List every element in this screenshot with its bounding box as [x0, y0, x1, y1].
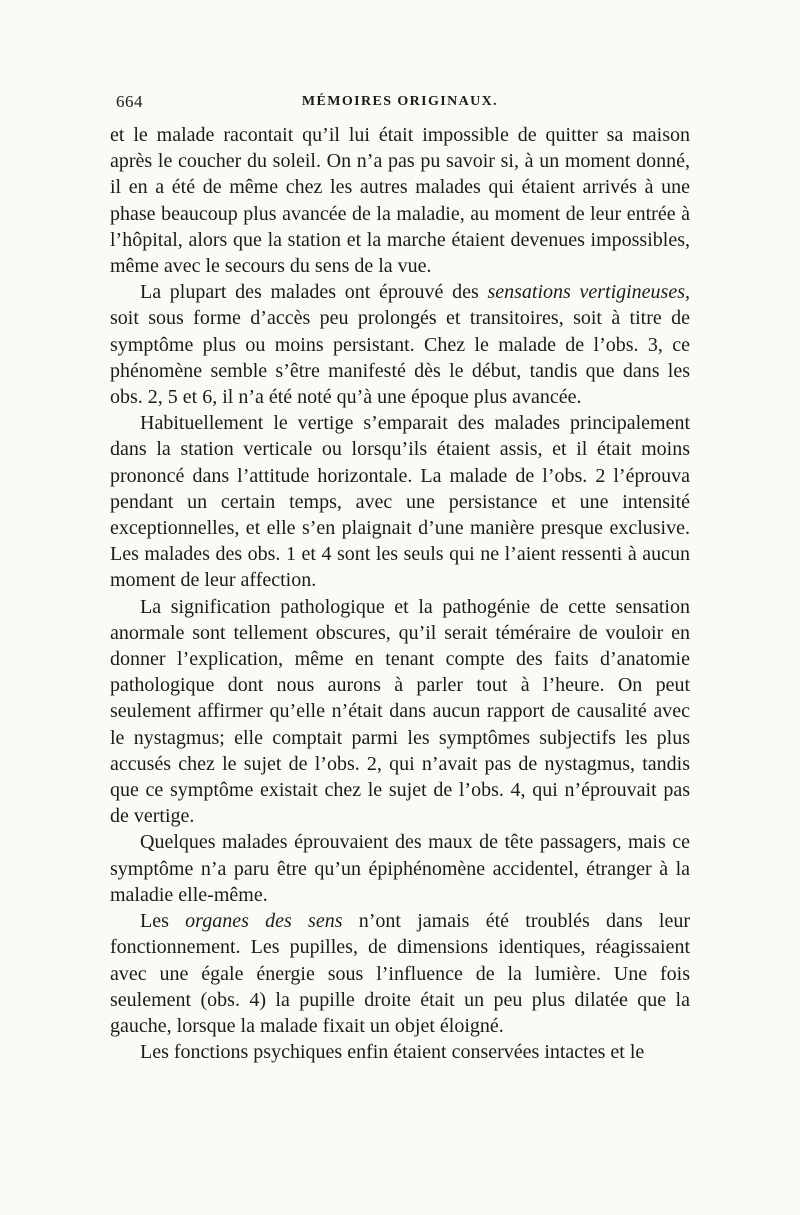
- emphasis-organes-des-sens: organes des sens: [185, 910, 343, 933]
- paragraph-sense-organs-rest: n’ont jamais été troublés dans leur fonctionnement. Les pupilles, de dimensions identiques, réagissaient avec une égale énergie sous l’influence de la lumière. Une fois seulement (obs. 4) la pupille droite était un peu plus dilatée que la gauche, lorsque la malade fixait un objet éloigné.: [110, 910, 691, 1037]
- running-head: [110, 92, 690, 122]
- paragraph-vertigo-sensations: [110, 279, 690, 410]
- paragraph-sense-organs: [110, 908, 690, 1039]
- running-title: MÉMOIRES ORIGINAUX.: [301, 94, 499, 109]
- paragraph-sense-organs-lead: Les: [140, 910, 186, 933]
- book-page: [110, 92, 690, 1065]
- paragraph-vertigo-posture: Habituellement le vertige s’emparait des malades principalement dans la station verticale ou lorsqu’ils étaient assis, et il était moins prononcé dans l’attitude horizontale. La malade de l’obs. 2 l’éprouva pendant un certain temps, avec une persistance et une intensité exceptionnelles, et elle s’en plaignait d’une manière presque exclusive. Les malades des obs. 1 et 4 sont les seuls qui ne l’aient ressenti à aucun moment de leur affection.: [110, 412, 690, 592]
- paragraph-headaches: Quelques malades éprouvaient des maux de tête passagers, mais ce symptôme n’a paru être qu’un épiphénomène accidentel, étranger à la maladie elle-même.: [110, 831, 690, 906]
- emphasis-sensations-vertigineuses: sensations vertigineuses,: [487, 281, 690, 304]
- paragraph-vertigo-sensations-rest: soit sous forme d’accès peu prolongés et transitoires, soit à titre de symptôme plus ou moins persistant. Chez le malade de l’obs. 3, ce phénomène semble s’être manifesté dès le début, tandis que dans les obs. 2, 5 et 6, il n’a été noté qu’à une époque plus avancée.: [110, 307, 690, 409]
- paragraph-continuation: et le malade racontait qu’il lui était impossible de quitter sa maison après le coucher du soleil. On n’a pas pu savoir si, à un moment donné, il en a été de même chez les autres malades qui étaient arrivés à une phase beaucoup plus avancée de la maladie, au moment de leur entrée à l’hôpital, alors que la station et la marche étaient devenues impossibles, même avec le secours du sens de la vue.: [110, 124, 690, 278]
- paragraph-vertigo-sensations-lead: La plupart des malades ont éprouvé des: [140, 281, 488, 304]
- paragraph-pathogeny: La signification pathologique et la pathogénie de cette sensation anormale sont tellement obscures, qu’il serait téméraire de vouloir en donner l’explication, même en tenant compte des faits d’anatomie pathologique dont nous aurons à parler tout à l’heure. On peut seulement affirmer qu’elle n’était dans aucun rapport de causalité avec le nystagmus; elle comptait parmi les symptômes subjectifs les plus accusés chez le sujet de l’obs. 2, qui n’avait pas de nystagmus, tandis que ce symptôme existait chez le sujet de l’obs. 4, qui n’éprouvait pas de vertige.: [110, 595, 690, 828]
- page-number: 664: [116, 92, 143, 111]
- paragraph-psychic-functions: Les fonctions psychiques enfin étaient conservées intactes et le: [140, 1041, 645, 1064]
